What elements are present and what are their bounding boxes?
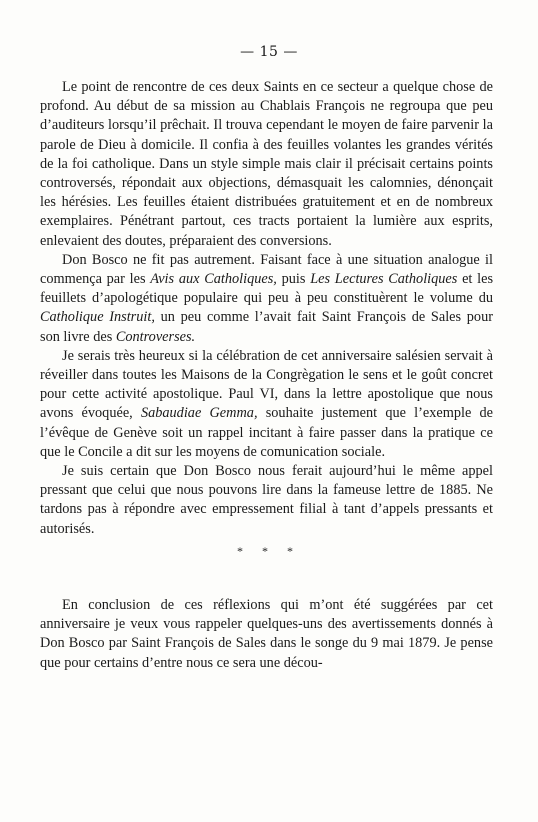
text-segment: Don Bosco ne fit pas autrement. Faisant face à une situation analogue il commença par les <box>40 251 493 288</box>
section-separator: * * * <box>237 544 301 558</box>
text-segment: Je serais très heureux si la célébration de cet anniversaire salésien servait à réveiller dans toutes les Maisons de la Congrègation le sens et le goût concret pour cette activité apostolique. Paul VI, dans la lettre apostolique que nous avons évoquée, <box>40 347 493 422</box>
book-title: Avis aux Catholiques, <box>150 271 277 288</box>
paragraph-3 <box>40 347 493 462</box>
book-title: Catholique Instruit, <box>40 309 155 326</box>
book-title: Les Lectures Catholiques <box>310 271 458 288</box>
body-text <box>40 78 493 539</box>
page-number: — 15 — <box>240 44 298 60</box>
paragraph-1 <box>40 78 493 251</box>
closing-paragraph: En conclusion de ces réflexions qui m’ont été suggérées par cet anniversaire je veux vous rappeler quelques-uns des avertissements donnés à Don Bosco par Saint François de Sales dans le songe du 9 mai 1879. Je pense que pour certains d’entre nous ce sera une décou- <box>40 597 493 671</box>
paragraph-2 <box>40 251 493 347</box>
closing-text <box>40 596 493 673</box>
document-title: Sabaudiae Gemma, <box>140 405 258 422</box>
text-segment: puis <box>276 271 311 288</box>
text-segment: un peu comme l’avait fait Saint François de Sales pour son livre des <box>40 309 493 345</box>
text-segment: Le point de rencontre de ces deux Saints en ce secteur a quelque chose de profond. Au début de sa mission au Chablais François ne regroupa que peu d’auditeurs lorsqu’il prêchait. Il trouva cependant le moyen de faire parvenir la parole de Dieu à domicile. Il confia à des feuilles volantes les grandes vérités de la foi catholique. Dans un style simple mais clair il précisait certains points controversés, répondait aux objections, démasquait les calomnies, dénonçait les hérésies. Les feuilles étaient distribuées gratuitement et en de nombreux exemplaires. Pénétrant partout, ces tracts portaient la lumière aux esprits, enlevaient des doutes, préparaient des conversions. <box>40 79 493 249</box>
text-segment: souhaite justement que l’exemple de l’évêque de Genève soit un rappel incitant à faire passer dans la pratique ce que le Concile a dit sur les moyens de comunication sociale. <box>40 405 493 460</box>
text-segment: et les feuillets d’apologétique populaire qui peu à peu constituèrent le volume du <box>40 271 494 307</box>
paragraph-4 <box>40 462 493 539</box>
text-segment: Je suis certain que Don Bosco nous ferait aujourd’hui le même appel pressant que celui que nous pouvons lire dans la fameuse lettre de 1885. Ne tardons pas à répondre avec empressement filial à tant d’appels pressants et autorisés. <box>40 463 493 537</box>
book-title: Controverses. <box>115 328 196 345</box>
